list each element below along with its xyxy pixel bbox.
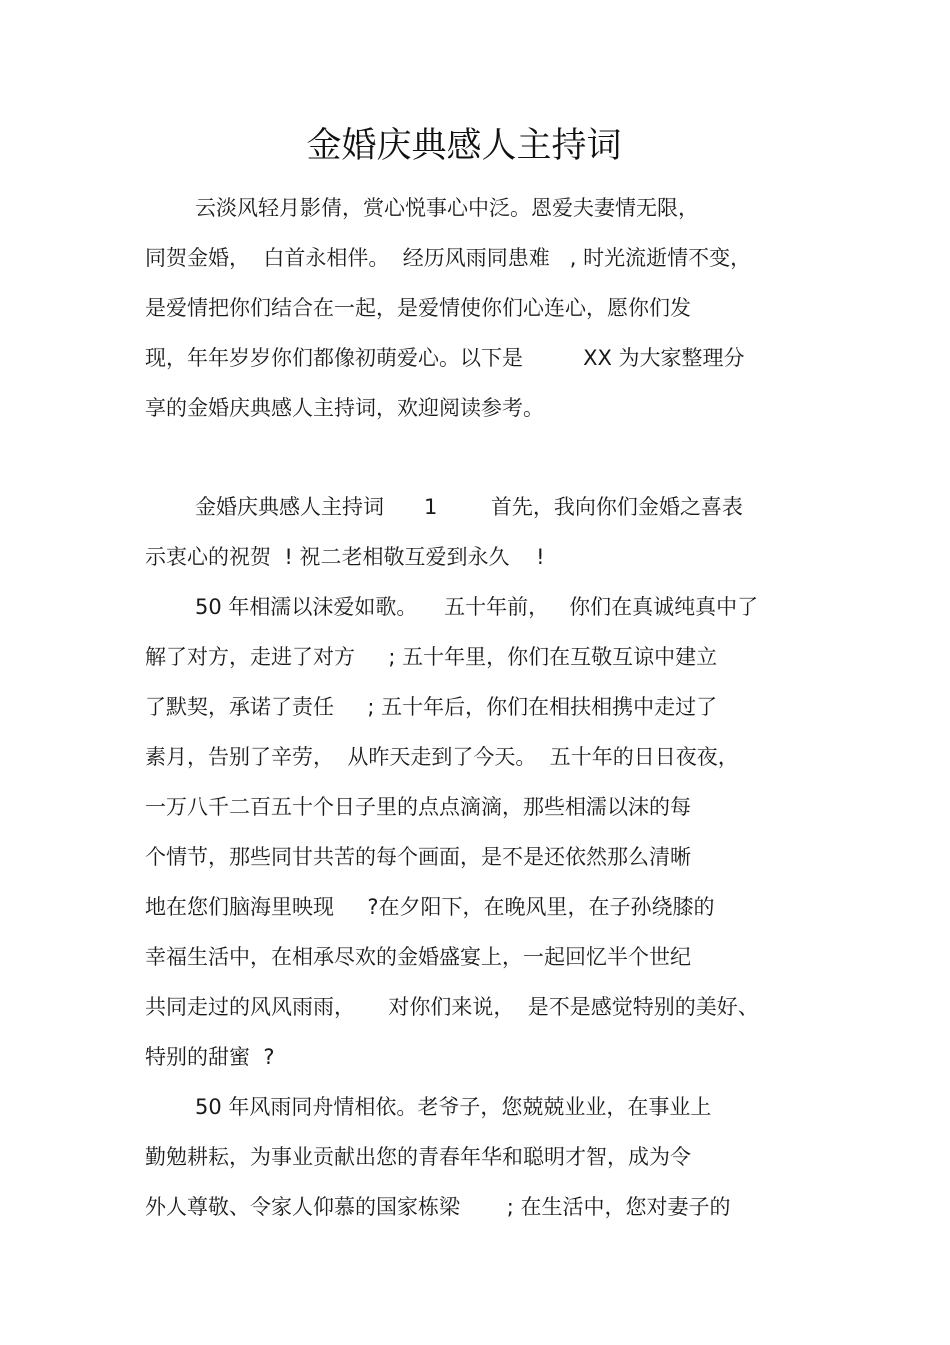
document-title: 金婚庆典感人主持词 xyxy=(306,126,622,166)
paragraph-line: 素月，告别了辛劳， 从昨天走到了今天。 五十年的日日夜夜， xyxy=(145,745,739,769)
paragraph-line: 享的金婚庆典感人主持词，欢迎阅读参考。 xyxy=(145,396,544,420)
paragraph-line: 一万八千二百五十个日子里的点点滴滴，那些相濡以沫的每 xyxy=(145,795,691,819)
paragraph-line: 50 年相濡以沫爱如歌。 五十年前， 你们在真诚纯真中了 xyxy=(195,595,759,619)
paragraph-line: 是爱情把你们结合在一起，是爱情使你们心连心，愿你们发 xyxy=(145,296,691,320)
paragraph-line: 云淡风轻月影倩，赏心悦事心中泛。恩爱夫妻情无限， xyxy=(195,196,699,220)
paragraph-line: 幸福生活中，在相承尽欢的金婚盛宴上，一起回忆半个世纪 xyxy=(145,945,691,969)
paragraph-line: 特别的甜蜜 ? xyxy=(145,1045,275,1069)
paragraph-line: 地在您们脑海里映现 ?在夕阳下，在晚风里，在子孙绕膝的 xyxy=(145,895,715,919)
paragraph-line: 个情节，那些同甘共苦的每个画面，是不是还依然那么清晰 xyxy=(145,845,691,869)
paragraph-line: 外人尊敬、令家人仰慕的国家栋梁 ; 在生活中，您对妻子的 xyxy=(145,1195,731,1219)
paragraph-line: 现，年年岁岁你们都像初萌爱心。以下是 XX 为大家整理分 xyxy=(145,346,745,370)
paragraph-line: 50 年风雨同舟情相依。老爷子，您兢兢业业，在事业上 xyxy=(195,1095,712,1119)
paragraph-line: 勤勉耕耘，为事业贡献出您的青春年华和聪明才智，成为令 xyxy=(145,1145,691,1169)
paragraph-line: 同贺金婚， 白首永相伴。 经历风雨同患难 , 时光流逝情不变， xyxy=(145,246,752,270)
paragraph-line: 解了对方，走进了对方 ; 五十年里，你们在互敬互谅中建立 xyxy=(145,645,718,669)
paragraph-line: 了默契，承诺了责任 ; 五十年后，你们在相扶相携中走过了 xyxy=(145,695,718,719)
paragraph-line: 共同走过的风风雨雨， 对你们来说， 是不是感觉特别的美好、 xyxy=(145,995,759,1019)
paragraph-line: 示衷心的祝贺 ! 祝二老相敬互爱到永久 ! xyxy=(145,545,545,569)
section-heading-line: 金婚庆典感人主持词 1 首先，我向你们金婚之喜表 xyxy=(195,495,743,519)
